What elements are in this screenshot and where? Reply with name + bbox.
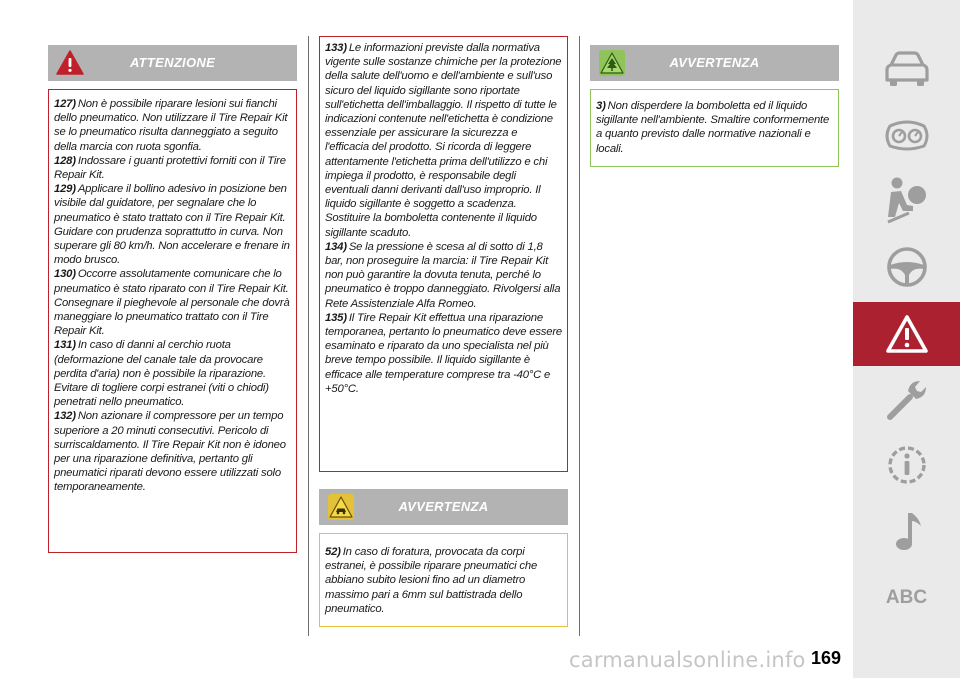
- note-number: 127): [54, 98, 76, 110]
- note-131: [54, 338, 291, 409]
- steering-wheel-icon: [885, 245, 929, 289]
- page-number: 169: [811, 648, 842, 668]
- note-text: Non disperdere la bomboletta ed il liquido sigillante nell'ambiente. Smaltire conformemente a quanto previsto dalle normative nazionali e locali.: [596, 100, 830, 155]
- note-number: 133): [325, 42, 347, 54]
- instrument-cluster-icon: [882, 118, 932, 154]
- warning-header: [319, 489, 568, 525]
- attention-header: [48, 45, 297, 81]
- column-divider: [308, 36, 309, 636]
- note-number: 131): [54, 339, 76, 352]
- note-text: Se la pressione è scesa al di sotto di 1,8 bar, non proseguire la marcia: il Tire Repair Kit non può garantire la dovuta tenuta, perché lo pneumatico è troppo danneggiato. Rivolgersi alla Rete Assistenziale Alfa Romeo.: [325, 240, 561, 310]
- note-135: [325, 311, 562, 396]
- sidebar-item-dashboard[interactable]: [853, 104, 960, 168]
- warning-box: [319, 533, 568, 627]
- car-icon: [883, 49, 931, 89]
- note-text: Occorre assolutamente comunicare che lo pneumatico è stato riparato con il Tire Repair Kit. Consegnare il pieghevole al personale che dovrà maneggiare lo pneumatico trattato con il Tire Repair Kit.: [54, 268, 290, 338]
- warning-triangle-icon: [885, 314, 929, 354]
- sidebar-item-maintenance[interactable]: [853, 368, 960, 432]
- note-130: [54, 267, 291, 338]
- sidebar-item-safety[interactable]: [853, 168, 960, 232]
- sidebar-item-multimedia[interactable]: [853, 500, 960, 564]
- attention-box: [48, 89, 297, 553]
- note-text: Le informazioni previste dalla normativa vigente sulle sostanze chimiche per la protezione della salute dell'uomo e dell'ambiente e sull'uso sicuro del liquido sigillante sono riportate sull'etichetta dell'imballaggio. Il rispetto di tutte le indicazioni contenute nell'etichetta è condizione essenziale per assicurare la sicurezza e l'efficacia del prodotto. Si ricorda di leggere attentamente l'etichetta prima dell'utilizzo e chi impiega il prodotto, è responsabile degli eventuali danni derivanti dall'uso improprio. Il liquido sigillante è soggetto a scadenza. Sostituire la bomboletta contenente il liquido sigillante scaduto.: [325, 42, 562, 239]
- note-text: Applicare il bollino adesivo in posizione ben visibile dal guidatore, per segnalare che lo pneumatico è stato trattato con il Tire Repair Kit. Guidare con prudenza soprattutto in curva. Non superare gli 80 km/h. Non accelerare e frenare in modo brusco.: [54, 183, 290, 267]
- note-text: Il Tire Repair Kit effettua una riparazione temporanea, pertanto lo pneumatico deve essere esaminato e riparato da uno specialista nel più breve tempo possibile. Il liquido sigillante è efficace alle temperature comprese tra -40°C e +50°C.: [325, 311, 562, 395]
- sidebar-item-starting[interactable]: [853, 235, 960, 299]
- note-text: Non è possibile riparare lesioni sui fianchi dello pneumatico. Non utilizzare il Tire Repair Kit se lo pneumatico risulta danneggiato a seguito della marcia con ruota sgonfia.: [54, 98, 288, 153]
- watermark: carmanualsonline.info: [569, 648, 806, 672]
- info-gear-icon: [885, 443, 929, 487]
- abc-index-label: ABC: [885, 587, 928, 608]
- note-number: 134): [325, 240, 347, 253]
- sidebar-item-index[interactable]: [853, 566, 960, 630]
- music-note-icon: [889, 510, 925, 554]
- note-129: [54, 182, 291, 267]
- note-number: 129): [54, 183, 76, 196]
- warning-title: AVVERTENZA: [398, 499, 489, 514]
- note-text: Non azionare il compressore per un tempo superiore a 20 minuti consecutivi. Pericolo di surriscaldamento. Il Tire Repair Kit non è idoneo per una riparazione definitiva, pertanto gli pneumatici riparati devono essere utilizzati solo temporaneamente.: [54, 410, 286, 494]
- note-number: 3): [596, 100, 606, 112]
- note-52: [325, 545, 562, 616]
- note-number: 132): [54, 410, 76, 423]
- note-132: [54, 409, 291, 494]
- column-divider: [579, 36, 580, 636]
- environment-header: [590, 45, 839, 81]
- sidebar-item-emergency[interactable]: [853, 302, 960, 366]
- sidebar-item-vehicle[interactable]: [853, 37, 960, 101]
- note-127: [54, 97, 291, 154]
- environment-box: [590, 89, 839, 167]
- environment-title: AVVERTENZA: [669, 55, 760, 70]
- note-134: [325, 240, 562, 311]
- note-number: 128): [54, 154, 76, 167]
- wrench-icon: [884, 377, 930, 423]
- airbag-safety-icon: [883, 175, 931, 225]
- note-number: 135): [325, 311, 347, 324]
- attention-box-continued: [319, 36, 568, 472]
- note-3: [596, 99, 833, 156]
- note-number: 52): [325, 546, 341, 558]
- chapter-sidebar: [853, 0, 960, 678]
- note-text: In caso di danni al cerchio ruota (deformazione del canale tale da provocare perdita d'aria) non è possibile la riparazione. Evitare di togliere corpi estranei (viti o chiodi) penetrati nello pneumatico.: [54, 339, 269, 409]
- note-128: [54, 154, 291, 182]
- note-133: [325, 41, 562, 240]
- note-text: In caso di foratura, provocata da corpi estranei, è possibile riparare pneumatici che abbiano subito lesioni fino ad un diametro massimo pari a 6mm sul battistrada dello pneumatico.: [325, 546, 538, 615]
- sidebar-item-technical-data[interactable]: [853, 433, 960, 497]
- attention-title: ATTENZIONE: [129, 55, 216, 70]
- note-number: 130): [54, 268, 76, 281]
- note-text: Indossare i guanti protettivi forniti con il Tire Repair Kit.: [54, 154, 286, 182]
